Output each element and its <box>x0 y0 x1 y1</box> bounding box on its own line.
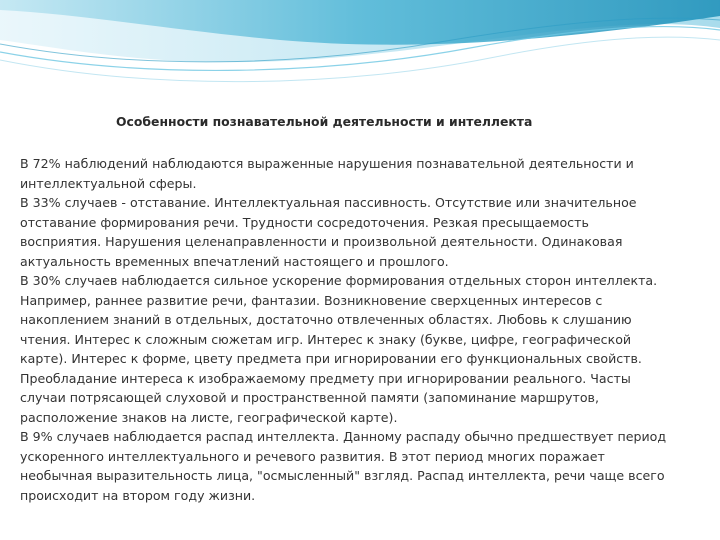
body-line: Например, раннее развитие речи, фантазии. Возникновение сверхценных интересов с <box>20 292 603 308</box>
body-line: В 30% случаев наблюдается сильное ускорение формирования отдельных сторон интеллекта. <box>20 273 658 288</box>
body-line: ускоренного интеллектуального и речевого развития. В этот период многих поражает <box>20 448 605 464</box>
slide-title: Особенности познавательной деятельности и интеллекта <box>116 114 533 129</box>
body-line: накоплением знаний в отдельных, достаточно отвлеченных областях. Любовь к слушанию <box>20 312 632 327</box>
body-line: восприятия. Нарушения целенаправленности и произвольной деятельности. Одинаковая <box>20 234 623 249</box>
body-line: В 33% случаев - отставание. Интеллектуальная пассивность. Отсутствие или значительное <box>20 195 637 210</box>
body-line: отставание формирования речи. Трудности сосредоточения. Резкая пресыщаемость <box>20 214 589 230</box>
body-line: чтения. Интерес к сложным сюжетам игр. Интерес к знаку (букве, цифре, географической <box>20 331 632 347</box>
body-line: интеллектуальной сферы. <box>20 175 197 191</box>
body-line: случаи потрясающей слуховой и пространственной памяти (запоминание маршрутов, <box>20 390 599 405</box>
body-line: В 9% случаев наблюдается распад интеллекта. Данному распаду обычно предшествует период <box>20 429 667 444</box>
body-line: актуальность временных впечатлений настоящего и прошлого. <box>20 253 449 269</box>
body-line: необычная выразительность лица, "осмысленный" взгляд. Распад интеллекта, речи чаще всего <box>20 468 665 483</box>
body-line: происходит на втором году жизни. <box>20 487 256 503</box>
body-line: Преобладание интереса к изображаемому предмету при игнорировании реального. Часты <box>20 370 631 386</box>
body-line: карте). Интерес к форме, цвету предмета при игнорировании его функциональных свойств. <box>20 351 642 366</box>
body-line: В 72% наблюдений наблюдаются выраженные нарушения познавательной деятельности и <box>20 156 634 171</box>
body-line: расположение знаков на листе, географической карте). <box>20 409 398 425</box>
slide-body <box>20 154 700 505</box>
